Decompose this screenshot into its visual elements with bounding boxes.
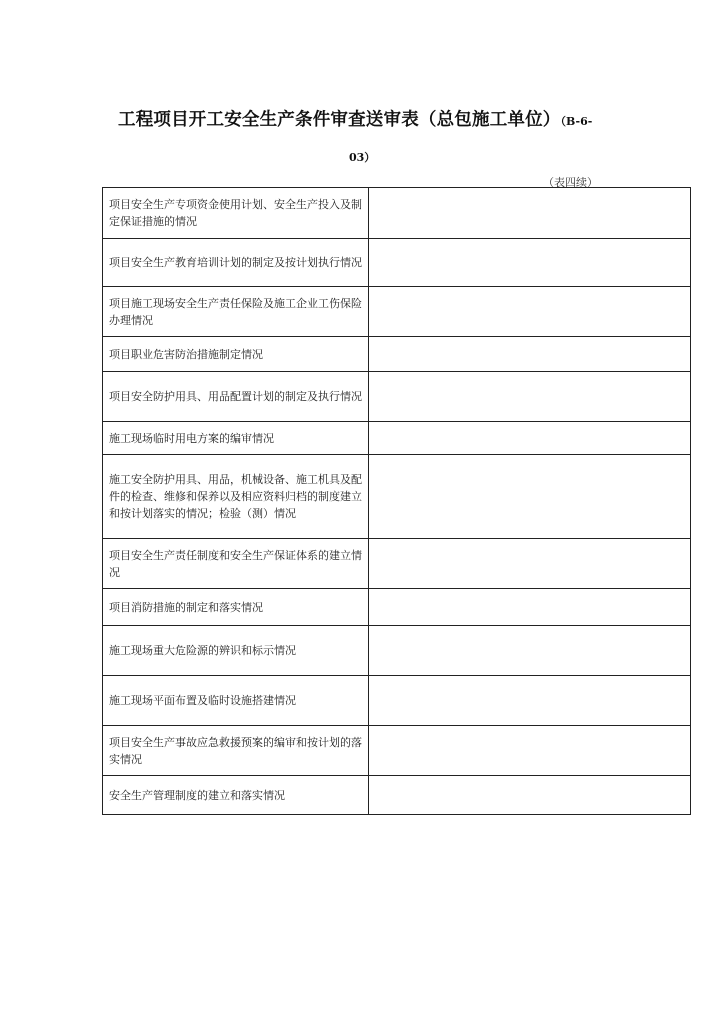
table-row [103,372,691,422]
row-label: 项目消防措施的制定和落实情况 [103,589,369,626]
row-value-cell[interactable] [369,239,691,287]
table-row [103,422,691,455]
form-title [118,106,638,131]
row-value-cell[interactable] [369,455,691,539]
row-label: 项目施工现场安全生产责任保险及施工企业工伤保险办理情况 [103,287,369,337]
table-row [103,239,691,287]
row-label: 项目职业危害防治措施制定情况 [103,337,369,372]
table-row [103,337,691,372]
table-row [103,539,691,589]
row-value-cell[interactable] [369,726,691,776]
row-label: 项目安全生产专项资金使用计划、安全生产投入及制定保证措施的情况 [103,188,369,239]
row-label: 施工现场临时用电方案的编审情况 [103,422,369,455]
review-table [102,187,691,815]
form-code-part1: （B-6- [560,115,593,128]
row-value-cell[interactable] [369,188,691,239]
row-label: 施工安全防护用具、用品，机械设备、施工机具及配件的检查、维修和保养以及相应资料归档的制度建立和按计划落实的情况；检验（测）情况 [103,455,369,539]
row-label: 项目安全生产事故应急救援预案的编审和按计划的落实情况 [103,726,369,776]
sheet-note: （表四续） [543,176,598,189]
row-value-cell[interactable] [369,422,691,455]
row-value-cell[interactable] [369,337,691,372]
row-label: 项目安全防护用具、用品配置计划的制定及执行情况 [103,372,369,422]
row-value-cell[interactable] [369,776,691,815]
row-label: 项目安全生产责任制度和安全生产保证体系的建立情况 [103,539,369,589]
form-title-text: 工程项目开工安全生产条件审查送审表（总包施工单位） [118,110,561,130]
table-row [103,589,691,626]
form-code-part2: 03） [349,151,376,164]
row-label: 施工现场平面布置及临时设施搭建情况 [103,676,369,726]
table-row [103,455,691,539]
row-label: 安全生产管理制度的建立和落实情况 [103,776,369,815]
table-row [103,287,691,337]
row-value-cell[interactable] [369,372,691,422]
row-value-cell[interactable] [369,676,691,726]
table-row [103,626,691,676]
row-value-cell[interactable] [369,626,691,676]
row-value-cell[interactable] [369,287,691,337]
row-label: 项目安全生产教育培训计划的制定及按计划执行情况 [103,239,369,287]
row-value-cell[interactable] [369,539,691,589]
table-row [103,188,691,239]
table-row [103,776,691,815]
table-row [103,726,691,776]
row-value-cell[interactable] [369,589,691,626]
table-row [103,676,691,726]
row-label: 施工现场重大危险源的辨识和标示情况 [103,626,369,676]
